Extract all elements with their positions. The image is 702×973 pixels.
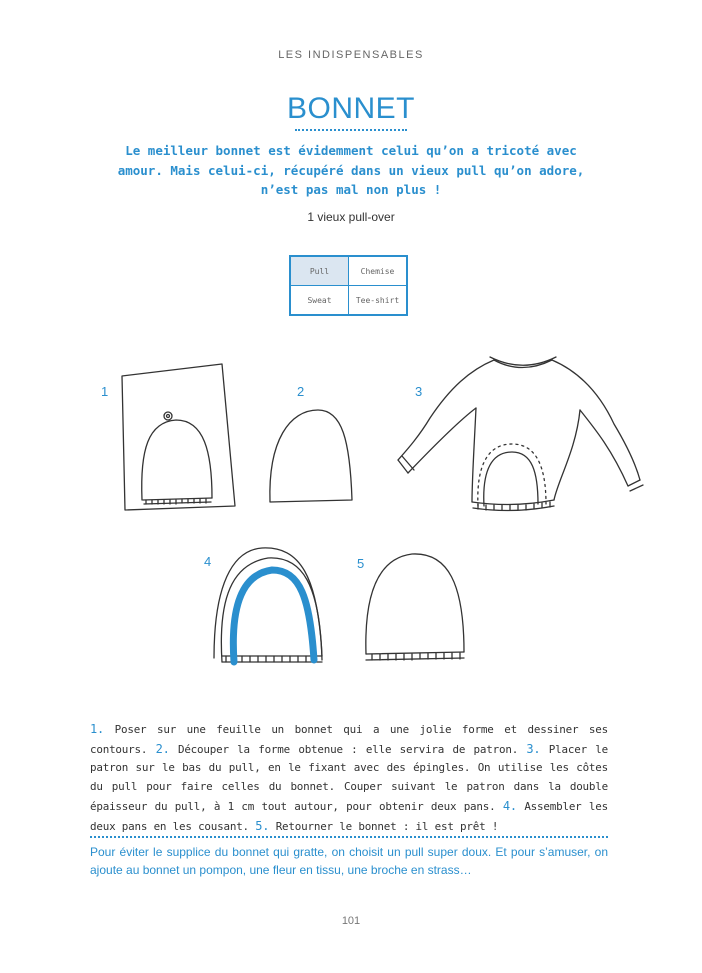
material-text: 1 vieux pull-over (307, 210, 395, 224)
tip-text: Pour éviter le supplice du bonnet qui gratte, on choisit un pull super doux. Et pour s’amuser, on ajoute au bonnet un pompon, une fleur en tissu, une broche en strass… (90, 845, 608, 877)
instructions-paragraph (90, 720, 608, 836)
illustration-number-1: 1 (101, 384, 109, 399)
page-title: BONNET (286, 92, 415, 125)
step-text-1: Poser sur une feuille un bonnet qui a une jolie forme et dessiner ses contours. (90, 723, 608, 756)
step-number-3: 3. (526, 741, 541, 756)
illustration-number-5: 5 (357, 556, 365, 571)
step-text-3: Placer le patron sur le bas du pull, en le fixant avec des épingles. On utilise les côtes du pull pour faire celles du bonnet. Couper suivant le patron dans la double épaisseur du pull, à 1 cm tout autour, pour obtenir deux pans. (90, 742, 608, 813)
illustration-2-pattern (270, 410, 352, 502)
tip-divider (90, 836, 608, 838)
step-number-2: 2. (155, 741, 170, 756)
illustration-4-seam (233, 570, 314, 662)
choice-tee-shirt: Tee-shirt (349, 286, 408, 316)
choice-chemise: Chemise (349, 256, 408, 286)
page-number: 101 (341, 915, 361, 927)
illustration-number-3: 3 (415, 384, 423, 399)
illustration-number-2: 2 (297, 384, 305, 399)
step-number-5: 5. (255, 818, 270, 833)
step-number-4: 4. (502, 798, 517, 813)
illustration-5-finished (366, 554, 464, 660)
material-choices-table (289, 255, 408, 316)
choice-sweat: Sweat (290, 286, 349, 316)
step-text-5: Retourner le bonnet : il est prêt ! (269, 819, 499, 833)
choice-pull: Pull (290, 256, 349, 286)
title-underline (295, 129, 407, 131)
step-text-2: Découper la forme obtenue : elle servira de patron. (169, 742, 527, 756)
intro-text: Le meilleur bonnet est évidemment celui qu’on a tricoté avec amour. Mais celui-ci, récupéré dans un vieux pull qu’on adore, n’est pas mal non plus ! (117, 143, 585, 197)
step-text-4: Assembler les deux pans en les cousant. (90, 799, 608, 833)
step-illustrations (0, 340, 702, 680)
section-label: LES INDISPENSABLES (278, 49, 424, 61)
step-number-1: 1. (90, 722, 105, 736)
illustration-3-sweater (398, 357, 643, 510)
illustration-1-sheet-with-bonnet (122, 364, 235, 510)
illustration-number-4: 4 (204, 554, 212, 569)
